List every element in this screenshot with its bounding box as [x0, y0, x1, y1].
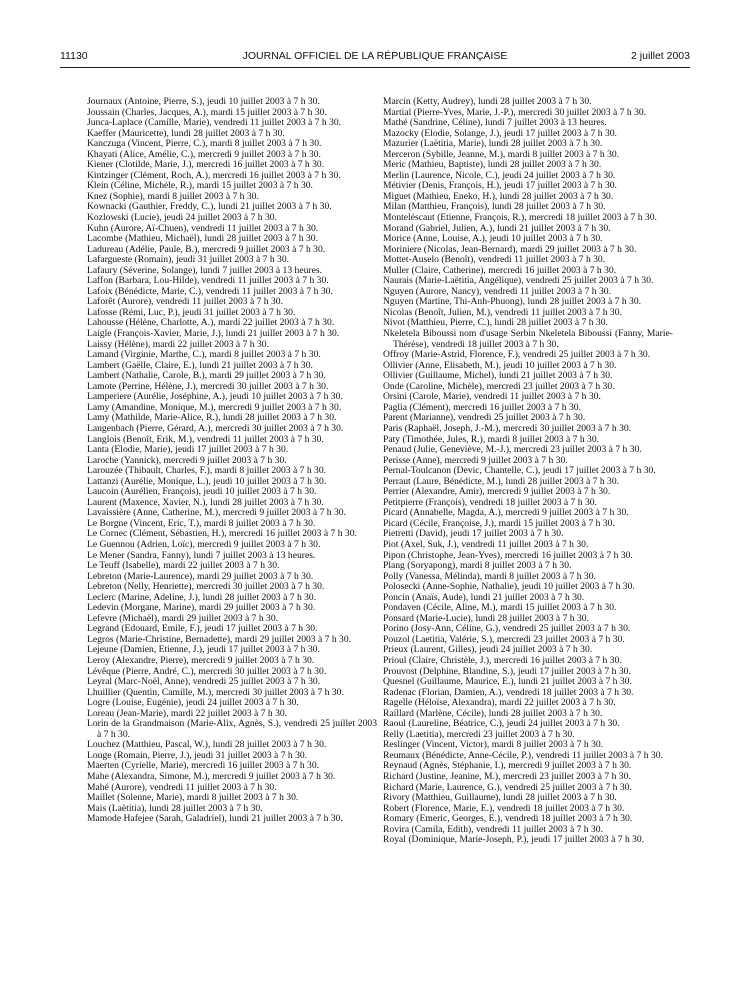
list-item: Paglia (Clément), mercredi 16 juillet 2003 à 7 h 30. — [383, 401, 581, 413]
list-item: Pouzol (Laetitia, Valérie, S.), mercredi 23 juillet 2003 à 7 h 30. — [383, 633, 625, 645]
list-item: Nicolas (Benoît, Julien, M.), vendredi 11 juillet 2003 à 7 h 30. — [383, 306, 622, 318]
list-item: Kownacki (Gauthier, Freddy, C.), lundi 21 juillet 2003 à 7 h 30. — [87, 201, 332, 213]
list-item: Robert (Florence, Marie, E.), vendredi 18 juillet 2003 à 7 h 30. — [383, 802, 625, 814]
list-item: Joussain (Charles, Jacques, A.), mardi 15 juillet 2003 à 7 h 30. — [87, 106, 327, 118]
list-item: Ollivier (Guillaume, Michel), lundi 21 juillet 2003 à 7 h 30. — [383, 370, 613, 382]
list-item: Rovira (Camila, Edith), vendredi 11 juillet 2003 à 7 h 30. — [383, 823, 603, 835]
list-item: Perisse (Anne), mercredi 9 juillet 2003 à 7 h 30. — [383, 454, 568, 466]
list-item: Meric (Mathieu, Baptiste), lundi 28 juillet 2003 à 7 h 30. — [383, 159, 602, 171]
list-item: Lambert (Gaëlle, Claire, E.), lundi 21 juillet 2003 à 7 h 30. — [87, 359, 313, 371]
list-item: Prioul (Claire, Christèle, J.), mercredi 16 juillet 2003 à 7 h 30. — [383, 654, 622, 666]
list-item: Richard (Justine, Jeanine, M.), mercredi 23 juillet 2003 à 7 h 30. — [383, 771, 631, 782]
list-item: Lafargueste (Romain), jeudi 31 juillet 2003 à 7 h 30. — [87, 254, 290, 266]
list-item: Quesnel (Guillaume, Maurice, E.), lundi 21 juillet 2003 à 7 h 30. — [383, 676, 632, 688]
list-item: Kuhn (Aurore, Aï-Chuen), vendredi 11 juillet 2003 à 7 h 30. — [87, 222, 319, 234]
list-item: Lambert (Nathalie, Carole, B.), mardi 29 juillet 2003 à 7 h 30. — [87, 370, 326, 382]
list-item: Mazocky (Elodie, Solange, J.), jeudi 17 juillet 2003 à 7 h 30. — [383, 127, 617, 139]
list-item: Lafosse (Rémi, Luc, P.), jeudi 31 juillet 2003 à 7 h 30. — [87, 306, 296, 318]
list-item: Moriniere (Nicolas, Jean-Bernard), mardi 29 juillet 2003 à 7 h 30. — [383, 243, 637, 255]
list-item: Picard (Cécile, Françoise, J.), mardi 15 juillet 2003 à 7 h 30. — [383, 517, 615, 529]
list-item: Le Guennou (Adrien, Loïc), mercredi 9 juillet 2003 à 7 h 30. — [87, 538, 321, 550]
list-item: Loreau (Jean-Marie), mardi 22 juillet 2003 à 7 h 30. — [87, 707, 288, 719]
list-item: Raoul (Laureline, Béatrice, C.), jeudi 24 juillet 2003 à 7 h 30. — [383, 718, 620, 730]
list-item: Leyral (Marc-Noël, Anne), vendredi 25 juillet 2003 à 7 h 30. — [87, 676, 321, 688]
list-item: Lanta (Elodie, Marie), jeudi 17 juillet 2003 à 7 h 30. — [87, 444, 289, 456]
list-item: Prouvost (Delphine, Blandine, S.), jeudi 17 juillet 2003 à 7 h 30. — [383, 665, 631, 677]
list-item: Mazurier (Laëtitia, Marie), lundi 28 juillet 2003 à 7 h 30. — [383, 138, 603, 150]
list-item: Relly (Laetitia), mercredi 23 juillet 2003 à 7 h 30. — [383, 728, 575, 740]
list-item: Picard (Annabelle, Magda, A.), mercredi 9 juillet 2003 à 7 h 30. — [383, 507, 629, 519]
list-item: Laffon (Barbara, Lou-Hilde), vendredi 11 juillet 2003 à 7 h 30. — [87, 275, 329, 287]
list-item: Louge (Romain, Pierre, J.), jeudi 31 juillet 2003 à 7 h 30. — [87, 749, 308, 761]
list-item: Paris (Raphaël, Joseph, J.-M.), mercredi 30 juillet 2003 à 7 h 30. — [383, 422, 632, 434]
list-item: Lebreton (Marie-Laurence), mardi 29 juillet 2003 à 7 h 30. — [87, 570, 314, 582]
list-item: Laissy (Hélène), mardi 22 juillet 2003 à 7 h 30. — [87, 338, 269, 350]
list-item: Lacombe (Mathieu, Michaël), lundi 28 juillet 2003 à 7 h 30. — [87, 233, 318, 245]
list-item: Morice (Anne, Louise, A.), jeudi 10 juillet 2003 à 7 h 30. — [383, 233, 603, 245]
list-item: Milan (Matthieu, François), lundi 28 juillet 2003 à 7 h 30. — [383, 201, 606, 213]
list-item: Polosecki (Anne-Sophie, Nathalie), jeudi 10 juillet 2003 à 7 h 30. — [383, 581, 635, 593]
list-item: Laucoin (Aurélien, François), jeudi 10 juillet 2003 à 7 h 30. — [87, 486, 317, 498]
list-item: Naurais (Marie-Laëtitia, Angélique), vendredi 25 juillet 2003 à 7 h 30. — [383, 275, 654, 287]
list-item: Orsini (Carole, Marie), vendredi 11 juillet 2003 à 7 h 30. — [383, 391, 601, 403]
list-item: Paty (Timothée, Jules, R.), mardi 8 juillet 2003 à 7 h 30. — [383, 433, 600, 445]
list-item: Reslinger (Vincent, Victor), mardi 8 juillet 2003 à 7 h 30. — [383, 739, 604, 751]
list-item: Royal (Dominique, Marie-Joseph, P.), jeudi 17 juillet 2003 à 7 h 30. — [383, 834, 645, 846]
list-item: Le Mener (Sandra, Fanny), lundi 7 juillet 2003 à 13 heures. — [87, 549, 316, 561]
list-item: Lattanzi (Aurélie, Monique, L.), jeudi 10 juillet 2003 à 7 h 30. — [87, 475, 327, 487]
list-item: Pondaven (Cécile, Aline, M.), mardi 15 juillet 2003 à 7 h 30. — [383, 602, 617, 614]
list-item: Lafaury (Séverine, Solange), lundi 7 juillet 2003 à 13 heures. — [87, 264, 322, 276]
list-item: Kozlowski (Lucie), jeudi 24 juillet 2003 à 7 h 30. — [87, 212, 277, 224]
page-header — [60, 50, 690, 64]
list-item: Perrier (Alexandre, Amir), mercredi 9 juillet 2003 à 7 h 30. — [383, 486, 611, 498]
list-item: Junca-Laplace (Camille, Marie), vendredi 11 juillet 2003 à 7 h 30. — [87, 117, 342, 129]
list-item: Raillard (Marlène, Cécile), lundi 28 juillet 2003 à 7 h 30. — [383, 707, 603, 719]
list-item: Louchez (Matthieu, Pascal, W.), lundi 28 juillet 2003 à 7 h 30. — [87, 739, 327, 751]
list-item: Mottet-Auselo (Benoît), vendredi 11 juillet 2003 à 7 h 30. — [383, 254, 606, 266]
list-item: Laroche (Yannick), mercredi 9 juillet 2003 à 7 h 30. — [87, 454, 287, 466]
list-item: Rivory (Matthieu, Guillaume), lundi 28 juillet 2003 à 7 h 30. — [383, 792, 617, 804]
list-item: Laurent (Maxence, Xavier, N.), lundi 28 juillet 2003 à 7 h 30. — [87, 496, 324, 508]
list-item: Lahousse (Hélène, Charlotte, A.), mardi 22 juillet 2003 à 7 h 30. — [87, 317, 335, 329]
list-item: Miguet (Mathieu, Eneko, H.), lundi 28 juillet 2003 à 7 h 30. — [383, 190, 614, 202]
list-item: Lhuillier (Quentin, Camille, M.), mercredi 30 juillet 2003 à 7 h 30. — [87, 686, 344, 698]
list-item: Penaud (Julie, Geneviève, M.-J.), mercredi 23 juillet 2003 à 7 h 30. — [383, 444, 642, 456]
list-item: Radenac (Florian, Damien, A.), vendredi 18 juillet 2003 à 7 h 30. — [383, 686, 634, 698]
list-item: Monteléscaut (Etienne, François, R.), mercredi 18 juillet 2003 à 7 h 30. — [383, 212, 657, 224]
right-column — [383, 97, 673, 846]
list-item: Lamote (Perrine, Hélène, J.), mercredi 30 juillet 2003 à 7 h 30. — [87, 380, 329, 392]
list-item: Leclerc (Marine, Adeline, J.), lundi 28 juillet 2003 à 7 h 30. — [87, 591, 317, 603]
list-item: Mais (Laëtitia), lundi 28 juillet 2003 à 7 h 30. — [87, 802, 263, 814]
list-item: Romary (Emeric, Georges, E.), vendredi 18 juillet 2003 à 7 h 30. — [383, 813, 633, 825]
list-item: Journaux (Antoine, Pierre, S.), jeudi 10 juillet 2003 à 7 h 30. — [87, 96, 320, 107]
list-item: Merlin (Laurence, Nicole, C.), jeudi 24 juillet 2003 à 7 h 30. — [383, 169, 616, 181]
list-item: Langlois (Benoît, Erik, M.), vendredi 11 juillet 2003 à 7 h 30. — [87, 433, 324, 445]
list-item: Reumaux (Bénédicte, Anne-Cécile, P.), vendredi 11 juillet 2003 à 7 h 30. — [383, 749, 663, 761]
list-item: Khayati (Alice, Amélie, C.), mercredi 9 juillet 2003 à 7 h 30. — [87, 148, 321, 160]
list-item: Lévêque (Pierre, André, C.), mercredi 30 juillet 2003 à 7 h 30. — [87, 665, 327, 677]
page-number: 11130 — [60, 50, 88, 62]
list-item: Porino (Josy-Ann, Céline, G.), vendredi 25 juillet 2003 à 7 h 30. — [383, 623, 631, 635]
list-item: Laigle (François-Xavier, Marie, J.), lundi 21 juillet 2003 à 7 h 30. — [87, 328, 340, 340]
list-item: Le Borgne (Vincent, Eric, T.), mardi 8 juillet 2003 à 7 h 30. — [87, 517, 316, 529]
list-item: Laforêt (Aurore), vendredi 11 juillet 2003 à 7 h 30. — [87, 296, 283, 308]
list-item: Lefevre (Michaël), mardi 29 juillet 2003 à 7 h 30. — [87, 612, 279, 624]
list-item: Klein (Céline, Michèle, R.), mardi 15 juillet 2003 à 7 h 30. — [87, 180, 313, 192]
list-item: Ledevin (Morgane, Marine), mardi 29 juillet 2003 à 7 h 30. — [87, 602, 316, 614]
list-item: Le Cornec (Clément, Sébastien, H.), mercredi 16 juillet 2003 à 7 h 30. — [87, 528, 357, 540]
list-item: Reynaud (Agnès, Stéphanie, I.), mercredi 9 juillet 2003 à 7 h 30. — [383, 760, 632, 772]
list-item: Ladureau (Adélie, Paule, B.), mercredi 9 juillet 2003 à 7 h 30. — [87, 243, 326, 255]
list-item: Merceron (Sybille, Jeanne, M.), mardi 8 juillet 2003 à 7 h 30. — [383, 148, 620, 160]
list-item: Mahe (Alexandra, Simone, M.), mercredi 9 juillet 2003 à 7 h 30. — [87, 771, 336, 782]
list-item: Métivier (Denis, François, H.), jeudi 17 juillet 2003 à 7 h 30. — [383, 180, 617, 192]
list-item: Lamy (Amandine, Monique, M.), mercredi 9 juillet 2003 à 7 h 30. — [87, 401, 342, 413]
issue-date: 2 juillet 2003 — [631, 50, 690, 62]
list-item: Perraut (Laure, Bénédicte, M.), lundi 28 juillet 2003 à 7 h 30. — [383, 475, 620, 487]
list-item: Muller (Claire, Catherine), mercredi 16 juillet 2003 à 7 h 30. — [383, 264, 617, 276]
list-item: Lamy (Mathilde, Marie-Alice, R.), lundi 28 juillet 2003 à 7 h 30. — [87, 412, 337, 424]
left-column — [87, 97, 377, 825]
list-item: Martial (Pierre-Yves, Marie, J.-P.), mercredi 30 juillet 2003 à 7 h 30. — [383, 106, 647, 118]
list-item: Larouzée (Thibault, Charles, F.), mardi 8 juillet 2003 à 7 h 30. — [87, 465, 327, 477]
list-item: Legros (Marie-Christine, Bernadette), mardi 29 juillet 2003 à 7 h 30. — [87, 633, 352, 645]
list-item: Parent (Marianne), vendredi 25 juillet 2003 à 7 h 30. — [383, 412, 586, 424]
list-item: Marcin (Ketty, Audrey), lundi 28 juillet 2003 à 7 h 30. — [383, 96, 592, 107]
list-item: Maillet (Solenne, Marie), mardi 8 juillet 2003 à 7 h 30. — [87, 792, 299, 804]
list-item: Lavaissière (Anne, Catherine, M.), mercredi 9 juillet 2003 à 7 h 30. — [87, 507, 346, 519]
list-item: Mamode Hafejee (Sarah, Galadriel), lundi 21 juillet 2003 à 7 h 30. — [87, 813, 343, 825]
list-item: Lebreton (Nelly, Henriette), mercredi 30 juillet 2003 à 7 h 30. — [87, 581, 325, 593]
list-item: Nivot (Matthieu, Pierre, C.), lundi 28 juillet 2003 à 7 h 30. — [383, 317, 608, 329]
list-item: Langenbach (Pierre, Gérard, A.), mercredi 30 juillet 2003 à 7 h 30. — [87, 422, 344, 434]
list-item: Ragelle (Héloïse, Alexandra), mardi 22 juillet 2003 à 7 h 30. — [383, 697, 616, 709]
list-item: Knez (Sophie), mardi 8 juillet 2003 à 7 h 30. — [87, 190, 259, 202]
list-item: Pietretti (David), jeudi 17 juillet 2003 à 7 h 30. — [383, 528, 564, 540]
list-item: Kaeffer (Mauricette), lundi 28 juillet 2003 à 7 h 30. — [87, 127, 285, 139]
list-item: Pernal-Toulcanon (Devic, Chantelle, C.), jeudi 17 juillet 2003 à 7 h 30. — [383, 465, 656, 477]
list-item: Nkeletela Biboussi nom d'usage Serbin Nkeletela Biboussi (Fanny, Marie-Thérèse), vendredi 18 juillet 2003 à 7 h 30. — [383, 328, 673, 350]
list-item: Poncin (Anaïs, Aude), lundi 21 juillet 2003 à 7 h 30. — [383, 591, 585, 603]
header-rule — [60, 67, 690, 68]
list-item: Plang (Soryapong), mardi 8 juillet 2003 à 7 h 30. — [383, 560, 572, 572]
list-item: Mahé (Aurore), vendredi 11 juillet 2003 à 7 h 30. — [87, 781, 277, 793]
list-item: Polly (Vanessa, Mélinda), mardi 8 juillet 2003 à 7 h 30. — [383, 570, 596, 582]
list-item: Mathé (Sandrine, Céline), lundi 7 juillet 2003 à 13 heures. — [383, 117, 607, 129]
list-item: Lejeune (Damien, Etienne, J.), jeudi 17 juillet 2003 à 7 h 30. — [87, 644, 320, 656]
list-item: Morand (Gabriel, Julien, A.), lundi 21 juillet 2003 à 7 h 30. — [383, 222, 611, 234]
list-item: Offroy (Marie-Astrid, Florence, F.), vendredi 25 juillet 2003 à 7 h 30. — [383, 349, 651, 361]
list-item: Nguyen (Aurore, Nancy), vendredi 11 juillet 2003 à 7 h 30. — [383, 285, 611, 297]
list-item: Maerten (Cyrielle, Marie), mercredi 16 juillet 2003 à 7 h 30. — [87, 760, 320, 772]
list-item: Richard (Marie, Laurence, G.), vendredi 25 juillet 2003 à 7 h 30. — [383, 781, 632, 793]
list-item: Logre (Louise, Eugénie), jeudi 24 juillet 2003 à 7 h 30. — [87, 697, 299, 709]
list-item: Lamand (Virginie, Marthe, C.), mardi 8 juillet 2003 à 7 h 30. — [87, 349, 321, 361]
list-item: Pipon (Christophe, Jean-Yves), mercredi 16 juillet 2003 à 7 h 30. — [383, 549, 633, 561]
list-item: Le Teuff (Isabelle), mardi 22 juillet 2003 à 7 h 30. — [87, 560, 280, 572]
list-item: Kanczuga (Vincent, Pierre, C.), mardi 8 juillet 2003 à 7 h 30. — [87, 138, 322, 150]
list-item: Legrand (Edouard, Emile, F.), jeudi 17 juillet 2003 à 7 h 30. — [87, 623, 318, 635]
list-item: Kiener (Clotilde, Marie, J.), mercredi 16 juillet 2003 à 7 h 30. — [87, 159, 325, 171]
list-item: Leroy (Alexandre, Pierre), mercredi 9 juillet 2003 à 7 h 30. — [87, 654, 315, 666]
list-item: Petitpierre (François), vendredi 18 juillet 2003 à 7 h 30. — [383, 496, 597, 508]
list-item: Onde (Caroline, Michèle), mercredi 23 juillet 2003 à 7 h 30. — [383, 380, 615, 392]
list-item: Lorin de la Grandmaison (Marie-Alix, Agnès, S.), vendredi 25 juillet 2003 à 7 h 30. — [87, 718, 377, 740]
list-item: Ollivier (Anne, Elisabeth, M.), jeudi 10 juillet 2003 à 7 h 30. — [383, 359, 617, 371]
list-item: Piot (Axel, Suk, J.), vendredi 11 juillet 2003 à 7 h 30. — [383, 538, 589, 550]
list-item: Lamperiere (Aurélie, Joséphine, A.), jeudi 10 juillet 2003 à 7 h 30. — [87, 391, 343, 403]
journal-title: JOURNAL OFFICIEL DE LA RÉPUBLIQUE FRANÇAISE — [242, 50, 508, 62]
list-item: Kintzinger (Clément, Roch, A.), mercredi 16 juillet 2003 à 7 h 30. — [87, 169, 341, 181]
list-item: Nguyen (Martine, Thi-Anh-Phuong), lundi 28 juillet 2003 à 7 h 30. — [383, 296, 642, 308]
list-item: Prieux (Laurent, Gilles), jeudi 24 juillet 2003 à 7 h 30. — [383, 644, 593, 656]
list-item: Ponsard (Marie-Lucie), lundi 28 juillet 2003 à 7 h 30. — [383, 612, 589, 624]
list-item: Lafoix (Bénédicte, Marie, C.), vendredi 11 juillet 2003 à 7 h 30. — [87, 285, 333, 297]
